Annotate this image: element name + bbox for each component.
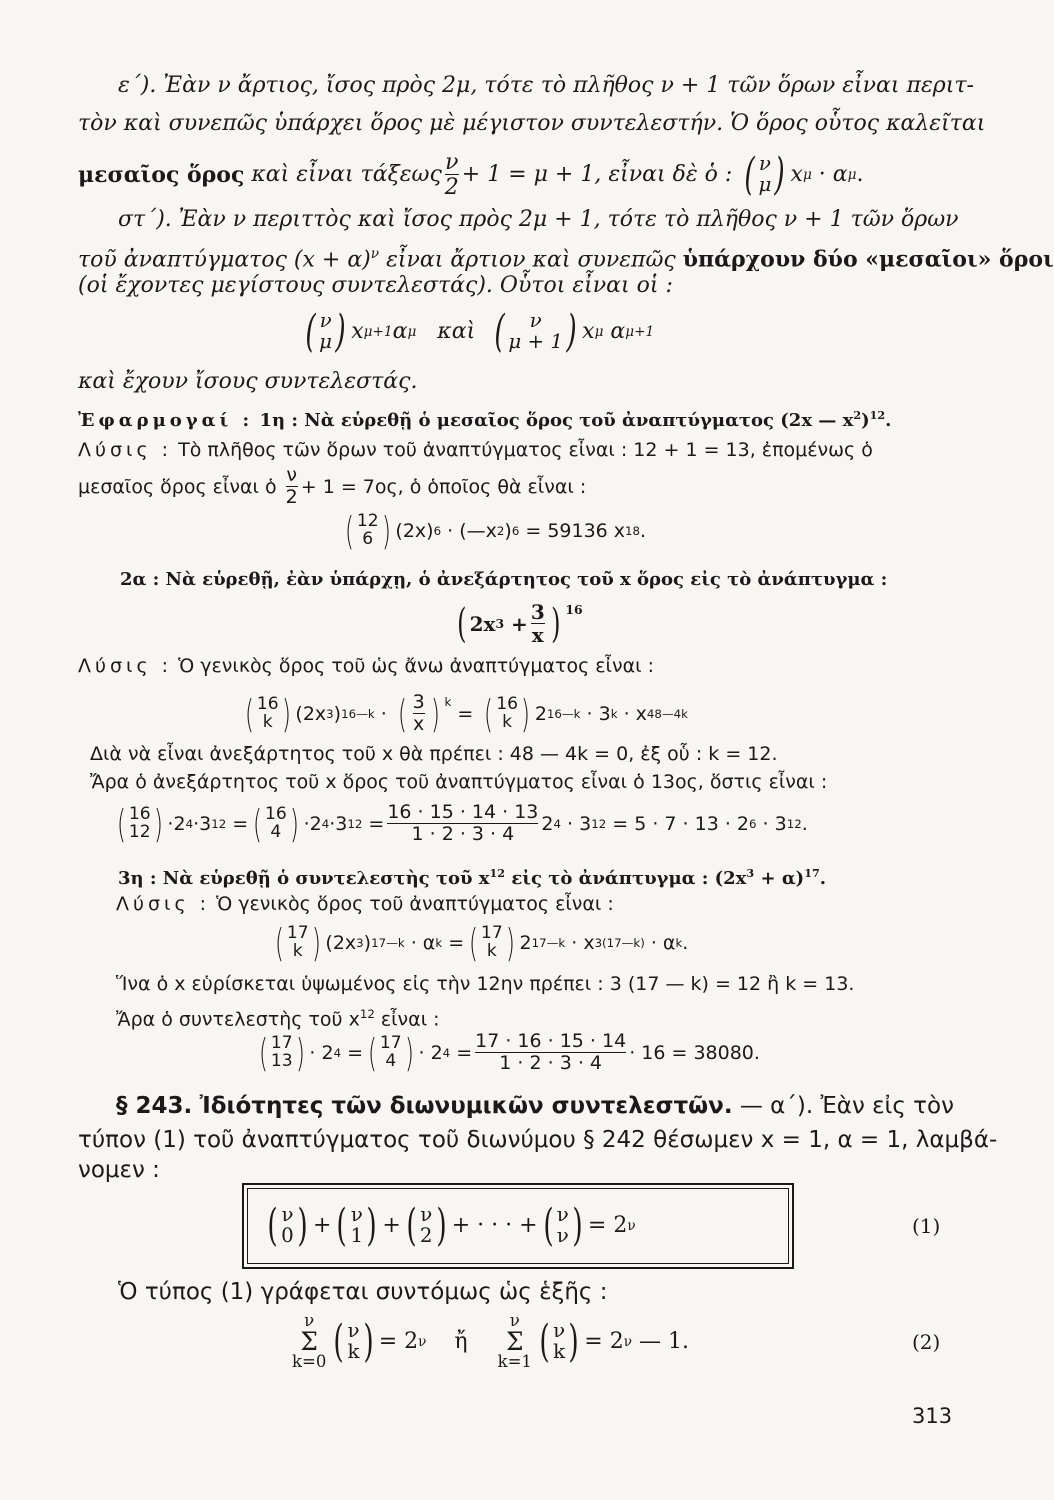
binom-bottom: k: [347, 1340, 360, 1363]
exp: μ: [802, 167, 812, 183]
numerator: ν: [286, 464, 298, 487]
term: ·3: [329, 813, 348, 835]
binomial: ( 17 13 ): [258, 1031, 305, 1075]
exp: 3: [326, 707, 334, 721]
text: 1η : Νὰ εὑρεθῇ ὁ μεσαῖος ὅρος τοῦ ἀναπτύγματος (2x — x: [259, 410, 854, 431]
section-243-line4: Ὁ τύπος (1) γράφεται συντόμως ὡς ἑξῆς :: [118, 1279, 608, 1305]
text: εἰς τὸ ἀνάπτυγμα : (2x: [511, 868, 747, 889]
binom-bottom: 12: [128, 822, 151, 842]
binom-bottom: 1: [350, 1224, 364, 1247]
period: .: [856, 162, 864, 187]
text: μεσαῖος ὅρος εἶναι ὁ: [78, 476, 277, 498]
binom-top: ν: [319, 309, 332, 333]
binom-bottom: ν: [556, 1224, 569, 1247]
exp: 2: [496, 524, 505, 538]
text: + 1 = μ + 1, εἶναι δὲ ὁ :: [461, 162, 733, 187]
var: x: [582, 319, 595, 344]
solution-2-line-a: Διὰ νὰ εἶναι ἀνεξάρτητος τοῦ x θὰ πρέπει : 48 — 4k = 0, ἐξ οὗ : k = 12.: [90, 743, 778, 765]
term: ): [363, 932, 372, 954]
formula-2: [290, 1304, 689, 1380]
term: 2: [541, 813, 554, 835]
fraction: [475, 1032, 626, 1074]
binomial: ( ν μ ): [744, 149, 786, 200]
text: ): [861, 410, 870, 431]
solution-1-line1: [78, 436, 873, 464]
exp: μ+1: [625, 324, 655, 340]
term: ): [504, 520, 512, 542]
formula-1-label: (1): [912, 1214, 941, 1238]
term: 2: [534, 703, 547, 725]
denominator: 2: [444, 175, 459, 200]
text: .: [801, 813, 808, 835]
and-text: καὶ: [437, 319, 476, 344]
exp: 3: [356, 936, 364, 950]
binom-bottom: k: [262, 712, 273, 732]
binom-top: ν: [758, 152, 771, 176]
plus: +: [312, 1213, 332, 1238]
sum-upper: ν: [509, 1311, 520, 1331]
plus: +: [511, 612, 528, 636]
plus: +: [382, 1213, 401, 1238]
exp: μ: [594, 324, 604, 340]
exp: μ: [407, 324, 417, 340]
rhs: — 1.: [639, 1329, 690, 1354]
exp: μ+1: [363, 324, 393, 340]
binom-top: 12: [356, 511, 379, 532]
var: x: [351, 319, 364, 344]
equals: =: [347, 1042, 364, 1064]
binom-top: ν: [350, 1203, 363, 1227]
exp: 3(17—k): [594, 936, 645, 950]
term: · 16 = 38080.: [629, 1042, 760, 1064]
binom-bottom: k: [502, 712, 513, 732]
sum-upper: ν: [304, 1311, 315, 1331]
solution-label: Λύσις :: [78, 655, 173, 677]
exp: 6: [749, 817, 757, 831]
section-243-line2: τύπον (1) τοῦ ἀναπτύγματος τοῦ διωνύμου § 242 θέσωμεν x = 1, α = 1, λαμβά-: [78, 1127, 998, 1153]
binom-top: 16: [496, 694, 518, 715]
exp: 12: [347, 817, 363, 831]
solution-2-line-b: Ἄρα ὁ ἀνεξάρτητος τοῦ x ὅρος τοῦ ἀναπτύγματος εἶναι ὁ 13ος, ὅστις εἶναι :: [90, 771, 828, 793]
general-term-2: [240, 686, 688, 742]
binom-bottom: 0: [281, 1224, 294, 1247]
denominator: 1 · 2 · 3 · 4: [387, 823, 538, 845]
exp: k: [435, 936, 443, 950]
term: · 3: [586, 703, 611, 725]
middle-terms-formula: [300, 302, 654, 362]
two-middle-terms-bold: ὑπάρχουν δύο «μεσαῖοι» ὅροι: [682, 246, 1054, 273]
exp: ν: [623, 1334, 633, 1350]
binomial: ( ν 1 ): [336, 1200, 377, 1251]
exp: 12: [211, 817, 227, 831]
formula-2-label: (2): [912, 1330, 941, 1354]
text: Ὁ γενικὸς ὅρος τοῦ ἀναπτύγματος εἶναι :: [216, 893, 614, 915]
binomial: ( 17 k ): [274, 921, 321, 965]
exp: 17—k: [531, 936, 566, 950]
middle-term-bold: μεσαῖος ὅρος: [78, 162, 245, 188]
exp: 17—k: [371, 936, 405, 950]
equals: =: [456, 1042, 473, 1064]
term: ·2: [303, 813, 322, 835]
fraction: [413, 693, 425, 735]
term: (2x: [295, 703, 327, 725]
term: · α: [650, 932, 676, 954]
exp: 3: [495, 616, 505, 631]
section-number: § 243.: [116, 1093, 193, 1119]
binom-top: 16: [256, 694, 279, 715]
application-3-title: [118, 860, 826, 893]
binom-top: ν: [556, 1203, 569, 1227]
term: ·2: [167, 813, 186, 835]
exp: 48—4k: [646, 707, 688, 721]
binom-bottom: μ: [758, 173, 772, 196]
term: · α: [410, 932, 436, 954]
para-st-line1: στ΄). Ἐὰν ν περιττὸς καὶ ἴσος πρὸς 2μ + 1, τότε τὸ πλῆθος ν + 1 τῶν ὅρων: [118, 207, 959, 232]
independent-term-result: [112, 796, 808, 852]
exp: 12: [489, 867, 506, 880]
para-e-line1: ε΄). Ἐὰν ν ἄρτιος, ἴσος πρὸς 2μ, τότε τὸ πλῆθος ν + 1 τῶν ὅρων εἶναι περιτ-: [118, 73, 974, 98]
binom-bottom: k: [486, 941, 497, 961]
text: τοῦ ἀναπτύγματος (x + α): [78, 247, 371, 273]
binom-bottom: k: [553, 1340, 566, 1363]
exp: 17: [804, 867, 820, 880]
binomial: ( ν μ + 1 ): [494, 306, 577, 357]
paren-group: ( $\frac{3}{x}$ ): [397, 691, 440, 736]
term: · 3: [762, 813, 787, 835]
ellipsis: + · · · +: [451, 1213, 538, 1238]
exp: ν: [370, 246, 380, 262]
term: ·3: [193, 813, 212, 835]
fraction: [531, 602, 545, 646]
var: α: [392, 319, 408, 344]
binom-top: 16: [128, 804, 151, 825]
binomial: ( ν k ): [539, 1316, 579, 1367]
exp: ν: [418, 1334, 427, 1350]
exp: 6: [433, 524, 442, 538]
term: (2x: [325, 932, 357, 954]
text: .: [885, 410, 892, 431]
para-st-line2: [78, 240, 1054, 274]
exp: 4: [333, 1046, 342, 1060]
equals: =: [457, 703, 474, 725]
coefficient-result: [254, 1026, 760, 1080]
exp: k: [444, 695, 452, 709]
text: Ὁ γενικὸς ὅρος τοῦ ὡς ἄνω ἀναπτύγματος εἶναι :: [178, 655, 654, 677]
section-243-line3: νομεν :: [78, 1157, 160, 1183]
sum-symbol: [292, 1313, 326, 1371]
term: = 59136 x: [525, 520, 626, 542]
fraction: [286, 466, 298, 508]
numerator: 17 · 16 · 15 · 14: [475, 1030, 627, 1053]
binomial: ( 12 6 ): [344, 509, 391, 553]
binomial: ( 16 k ): [244, 692, 291, 736]
solution-1-line2: [78, 462, 586, 512]
fraction: [387, 803, 538, 845]
sum-lower: k=0: [292, 1352, 327, 1372]
binom-top: 17: [286, 923, 309, 944]
binom-top: ν: [420, 1203, 433, 1227]
text: καὶ εἶναι τάξεως: [251, 162, 442, 187]
middle-term-result: [340, 506, 646, 556]
exp: 16—k: [546, 707, 581, 721]
exp: 6: [511, 524, 520, 538]
exp: 12: [359, 1007, 375, 1021]
application-1-title: [78, 402, 891, 435]
solution-3-line-a: Ἵνα ὁ x εὑρίσκεται ὑψωμένος εἰς τὴν 12ην πρέπει : 3 (17 — k) = 12 ἢ k = 13.: [116, 973, 855, 995]
exp: ν: [627, 1218, 636, 1234]
term: 2x: [469, 612, 496, 636]
rhs: = 2: [587, 1213, 628, 1238]
text: + α): [760, 868, 805, 889]
para-e-line3: [78, 150, 864, 200]
rhs: = 2: [378, 1329, 419, 1354]
denominator: x: [413, 713, 425, 735]
exp: 12: [591, 817, 607, 831]
binom-bottom: μ: [319, 330, 333, 353]
denominator: 1 · 2 · 3 · 4: [475, 1052, 626, 1074]
var: x: [790, 162, 803, 187]
solution-2-line1: [78, 652, 654, 680]
text: .: [819, 868, 826, 889]
or-text: ἤ: [454, 1329, 468, 1354]
term: · x: [571, 932, 595, 954]
exp: 12: [869, 409, 886, 422]
text: εἶναι :: [380, 1008, 440, 1031]
var: α: [610, 319, 626, 344]
binom-top: 17: [480, 923, 503, 944]
exp: 4: [442, 1046, 451, 1060]
binom-top: ν: [347, 1319, 360, 1343]
text: Ἄρα ὁ συντελεστὴς τοῦ x: [116, 1008, 360, 1031]
binom-bottom: 2: [419, 1224, 433, 1247]
binom-top: 16: [264, 804, 287, 825]
application-2-title: 2α : Νὰ εὑρεθῇ, ἐὰν ὑπάρχῃ, ὁ ἀνεξάρτητος τοῦ x ὅρος εἰς τὸ ἀνάπτυγμα :: [120, 569, 888, 590]
term: 2: [519, 932, 532, 954]
text: + 1 = 7ος, ὁ ὁποῖος θὰ εἶναι :: [300, 476, 587, 498]
term: · 3: [567, 813, 592, 835]
text: 3η : Νὰ εὑρεθῇ ὁ συντελεστὴς τοῦ x: [118, 868, 490, 889]
exp: 4: [321, 817, 330, 831]
solution-3-line1: [116, 890, 614, 918]
binomial: ( 16 12 ): [116, 802, 163, 846]
term: = 5 · 7 · 13 · 2: [612, 813, 749, 835]
binom-top: ν: [529, 309, 542, 333]
text: .: [682, 932, 689, 954]
application-2-expression: [452, 596, 583, 652]
binomial: ( 17 4 ): [368, 1031, 414, 1075]
binom-bottom: 6: [362, 529, 374, 549]
numerator: ν: [445, 149, 459, 175]
page-number: 313: [912, 1404, 953, 1428]
binomial: ( ν 0 ): [267, 1200, 308, 1251]
section-243-heading: [116, 1092, 954, 1120]
binom-bottom: k: [292, 941, 303, 961]
solution-label: Λύσις :: [78, 439, 173, 461]
exp: 16—k: [341, 707, 375, 721]
binomial: ( ν k ): [333, 1316, 374, 1367]
general-term-3: [270, 916, 688, 970]
binom-bottom: μ + 1: [508, 330, 563, 353]
numerator: 16 · 15 · 14 · 13: [387, 801, 539, 824]
sigma: Σ: [300, 1326, 318, 1356]
binom-top: ν: [281, 1203, 294, 1227]
rhs: = 2: [584, 1329, 624, 1354]
exp: 3: [746, 867, 755, 880]
binom-bottom: 4: [385, 1051, 397, 1071]
para-e-line2: τὸν καὶ συνεπῶς ὑπάρχει ὅρος μὲ μέγιστον συντελεστήν. Ὁ ὅρος οὗτος καλεῖται: [78, 111, 986, 136]
binomial: ( 16 4 ): [253, 802, 299, 846]
paren-group: ( 2x 3 + $\frac{3}{x}$ ): [457, 600, 561, 647]
equals: =: [448, 932, 465, 954]
solution-label: Λύσις :: [116, 893, 211, 915]
binomial: ( 16 k ): [484, 692, 530, 736]
binom-top: 17: [270, 1033, 293, 1054]
text: εἶναι ἄρτιον καὶ συνεπῶς: [386, 247, 676, 273]
applications-heading: Ἐφαρμογαί :: [78, 410, 254, 431]
section-title: Ἰδιότητες τῶν διωνυμικῶν συντελεστῶν.: [199, 1093, 733, 1119]
binom-bottom: 13: [270, 1051, 293, 1071]
binom-top: ν: [553, 1319, 566, 1343]
text: .: [640, 520, 647, 542]
formula-1: [262, 1196, 636, 1256]
term: · 2: [418, 1042, 443, 1064]
binom-bottom: 4: [270, 822, 282, 842]
exp: 4: [185, 817, 194, 831]
binom-top: 17: [379, 1033, 402, 1054]
text: Τὸ πλῆθος τῶν ὅρων τοῦ ἀναπτύγματος εἶναι : 12 + 1 = 13, ἐπομένως ὁ: [178, 439, 873, 461]
term: ): [333, 703, 342, 725]
binomial: ( ν μ ): [305, 306, 346, 357]
text: — α΄).: [739, 1093, 814, 1119]
equals: =: [232, 813, 249, 835]
exp: k: [675, 936, 683, 950]
equals: =: [368, 813, 385, 835]
dot: ·: [380, 703, 387, 725]
binomial: ( 17 k ): [469, 921, 515, 965]
numerator: 3: [412, 691, 425, 714]
sigma: Σ: [506, 1326, 524, 1356]
numerator: 3: [530, 600, 545, 624]
exp: 12: [786, 817, 802, 831]
denominator: 2: [285, 486, 298, 508]
binomial: ( ν ν ): [542, 1200, 583, 1251]
var: · α: [818, 162, 848, 187]
sum-lower: k=1: [497, 1352, 532, 1372]
exp: k: [610, 707, 618, 721]
exp: μ: [847, 167, 857, 183]
exp: 4: [553, 817, 561, 831]
term: (2x): [395, 520, 434, 542]
fraction: [445, 151, 459, 199]
term: · x: [623, 703, 647, 725]
sum-symbol: [498, 1313, 532, 1371]
para-st-line3: (οἱ ἔχοντες μεγίστους συντελεστάς). Οὗτοι εἶναι οἱ :: [78, 273, 673, 298]
exp: 2: [853, 409, 862, 422]
term: · 2: [309, 1042, 334, 1064]
binomial: ( ν 2 ): [406, 1200, 447, 1251]
denominator: x: [531, 623, 544, 647]
term: · (—x: [447, 520, 497, 542]
text: Ἐὰν εἰς τὸν: [820, 1093, 954, 1119]
para-st-line5: καὶ ἔχουν ἴσους συντελεστάς.: [78, 369, 418, 394]
exp: 16: [565, 602, 583, 617]
exp: 18: [625, 524, 641, 538]
